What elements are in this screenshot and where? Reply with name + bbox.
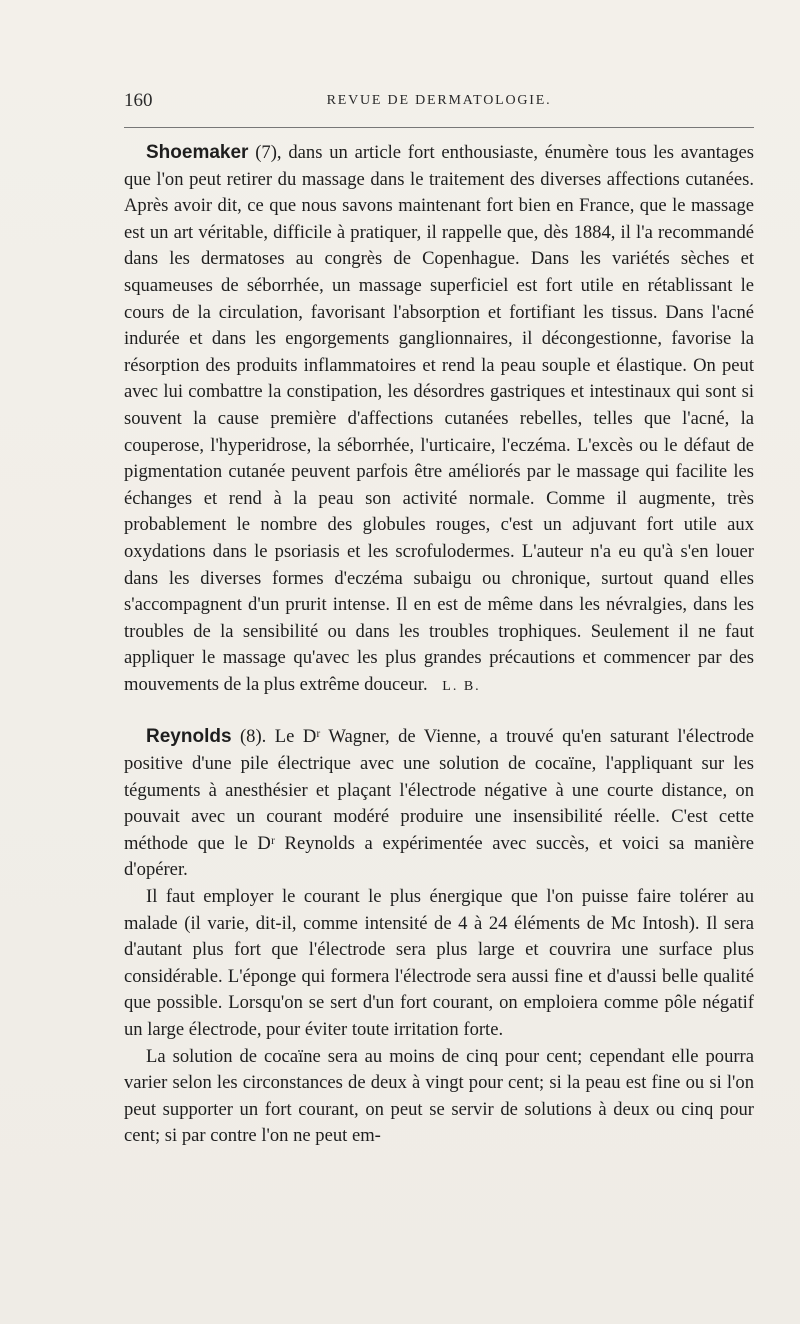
article-signature: L. B. [442,678,481,694]
article-paragraph [124,140,754,700]
article-author: Shoemaker [146,142,249,163]
paragraph-text: dans un article fort enthousiaste, énumère tous les avantages que l'on peut retirer du massage dans le traitement des diverses affections cutanées. Après avoir dit, ce que nous savons maintenant fort bien en France, que le massage est un art véritable, difficile à pratiquer, il rappelle que, dès 1884, il l'a recommandé dans les dermatoses au congrès de Copenhague. Dans les variétés sèches et squameuses de séborrhée, un massage superficiel est fort utile en rétablissant le cours de la circulation, favorisant l'absorption et fortifiant les tissus. Dans l'acné indurée et dans les engorgements ganglionnaires, il décongestionne, favorise la résorption des produits inflammatoires et rend la peau souple et élastique. On peut avec lui combattre la constipation, les désordres gastriques et intestinaux qui sont si souvent la cause première d'affections cutanées rebelles, telles que l'acné, la couperose, l'hyperidrose, la séborrhée, l'urticaire, l'eczéma. L'excès ou le défaut de pigmentation cutanée peuvent parfois être améliorés par le massage qui facilite les échanges et rend à la peau son activité normale. Comme il augmente, très probablement le nombre des globules rouges, c'est un adjuvant fort utile aux oxydations dans le psoriasis et les scrofulodermes. L'auteur n'a eu qu'à s'en louer dans les diverses formes d'eczéma subaigu ou chronique, surtout quand elles s'accompagnent d'un prurit intense. Il en est de même dans les névralgies, dans les troubles de la sensibilité ou dans les troubles trophiques. Seulement il ne faut appliquer le massage qu'avec les plus grandes précautions et commencer par des mouvements de la plus extrême douceur. [124,142,755,695]
paragraph-text: Le Dʳ Wagner, de Vienne, a trouvé qu'en saturant l'électrode positive d'une pile électrique avec une solution de cocaïne, l'appliquant sur les téguments à anesthésier et plaçant l'électrode négative à une courte distance, on pouvait avec un courant modéré produire une insensibilité réelle. C'est cette méthode que le Dʳ Reynolds a expérimentée avec succès, et voici sa manière d'opérer. [124,726,754,881]
article-reference: (8). [239,726,267,748]
article-shoemaker [124,140,754,700]
page-number: 160 [124,90,153,111]
article-reynolds [124,724,754,1150]
article-author: Reynolds [146,726,232,748]
page-header [124,90,754,114]
article-paragraph [124,724,754,884]
article-paragraph: La solution de cocaïne sera au moins de cinq pour cent; cependant elle pourra varier selon les circonstances de deux à vingt pour cent; si la peau est fine ou si l'on peut supporter un fort courant, on peut se servir de solutions à deux ou cinq pour cent; si par contre l'on ne peut em- [124,1045,754,1147]
article-reference: (7), [255,142,282,163]
header-rule [124,127,754,128]
running-title: REVUE DE DERMATOLOGIE. [326,93,552,108]
body-text [124,140,754,1150]
article-paragraph: Il faut employer le courant le plus énergique que l'on puisse faire tolérer au malade (il varie, dit-il, comme intensité de 4 à 24 éléments de Mc Intosh). Il sera d'autant plus fort que l'électrode sera plus large et couvrira une surface plus considérable. L'éponge qui formera l'électrode sera aussi fine et d'aussi belle qualité que possible. Lorsqu'on se sert d'un fort courant, on emploiera comme pôle négatif un large électrode, pour éviter toute irritation forte. [124,886,754,1040]
